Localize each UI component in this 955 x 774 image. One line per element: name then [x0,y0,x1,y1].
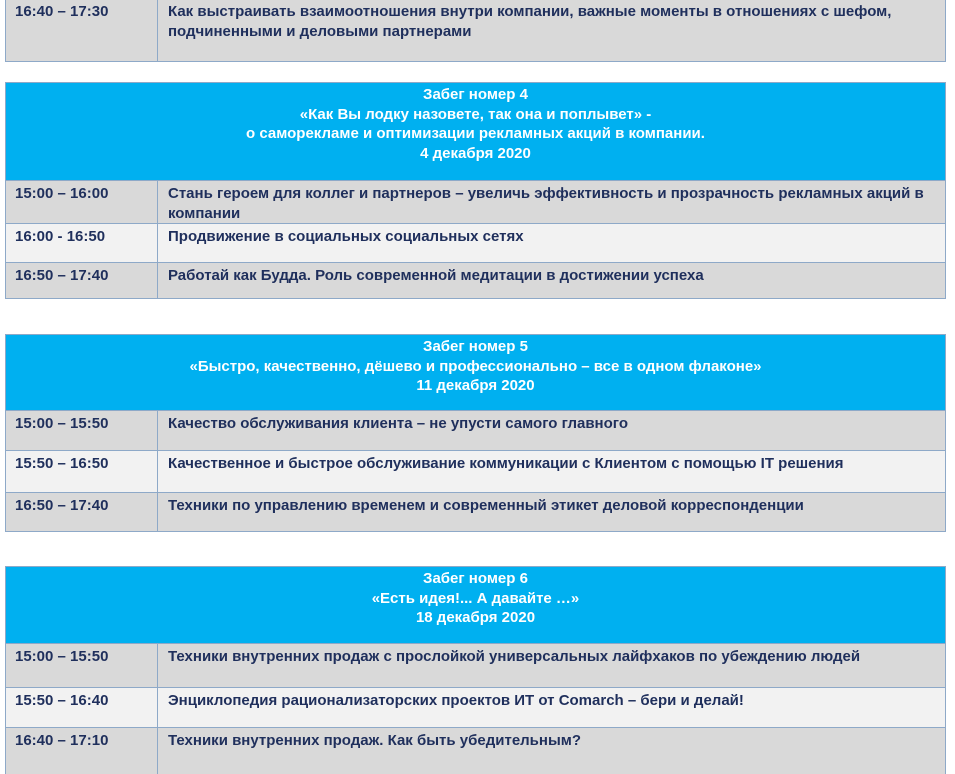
session-topic: Качество обслуживания клиента – не упусти самого главного [168,415,628,432]
session-time: 16:40 – 17:10 [6,728,158,774]
schedule-block-run-4 [5,82,946,299]
schedule-row [6,0,945,61]
run-title: «Быстро, качественно, дёшево и профессионально – все в одном флаконе» [189,357,762,375]
run-title: «Как Вы лодку назовете, так она и поплывет» - [299,105,652,123]
schedule-row [6,262,945,298]
run-date: 4 декабря 2020 [420,144,531,162]
session-topic: Работай как Будда. Роль современной медитации в достижении успеха [168,267,704,284]
session-topic: Продвижение в социальных социальных сетях [168,228,524,245]
session-topic: Техники внутренних продаж. Как быть убедительным? [168,732,582,749]
session-topic: Стань героем для коллег и партнеров – увеличь эффективность и прозрачность рекламных акций в компании [168,185,924,222]
schedule-block-previous [5,0,946,62]
session-time: 16:40 – 17:30 [6,0,158,61]
schedule-row [6,223,945,262]
session-topic: Качественное и быстрое обслуживание коммуникации с Клиентом с помощью IT решения [168,455,844,472]
session-time: 16:50 – 17:40 [6,493,158,531]
run-date: 18 декабря 2020 [415,609,536,626]
run-number: Забег номер 6 [423,570,528,587]
schedule-row [6,411,945,450]
run-subtitle: о саморекламе и оптимизации рекламных акций в компании. [246,125,705,142]
session-topic: Как выстраивать взаимоотношения внутри компании, важные моменты в отношениях с шефом, подчиненными и деловыми партнерами [168,3,892,40]
schedule-row [6,492,945,531]
session-topic: Техники внутренних продаж с прослойкой универсальных лайфхаков по убеждению людей [168,648,861,665]
schedule-row [6,181,945,223]
run-title: «Есть идея!... А давайте …» [371,589,580,607]
schedule-row [6,687,945,727]
run-number: Забег номер 5 [423,338,528,355]
session-time: 15:50 – 16:50 [6,451,158,492]
session-time: 16:00 - 16:50 [6,224,158,262]
schedule-row [6,450,945,492]
run-date: 11 декабря 2020 [416,377,535,394]
schedule-block-run-6 [5,566,946,774]
session-time: 15:00 – 15:50 [6,411,158,450]
session-time: 15:00 – 16:00 [6,181,158,223]
session-time: 15:50 – 16:40 [6,688,158,727]
session-topic: Энциклопедия рационализаторских проектов ИТ от Comarch – бери и делай! [168,692,744,709]
run-header [6,335,945,411]
schedule-row [6,644,945,687]
session-time: 15:00 – 15:50 [6,644,158,687]
run-number: Забег номер 4 [423,86,528,103]
run-header [6,567,945,644]
session-time: 16:50 – 17:40 [6,263,158,298]
run-header [6,83,945,181]
schedule-block-run-5 [5,334,946,532]
session-topic: Техники по управлению временем и современный этикет деловой корреспонденции [168,497,804,514]
schedule-row [6,727,945,774]
